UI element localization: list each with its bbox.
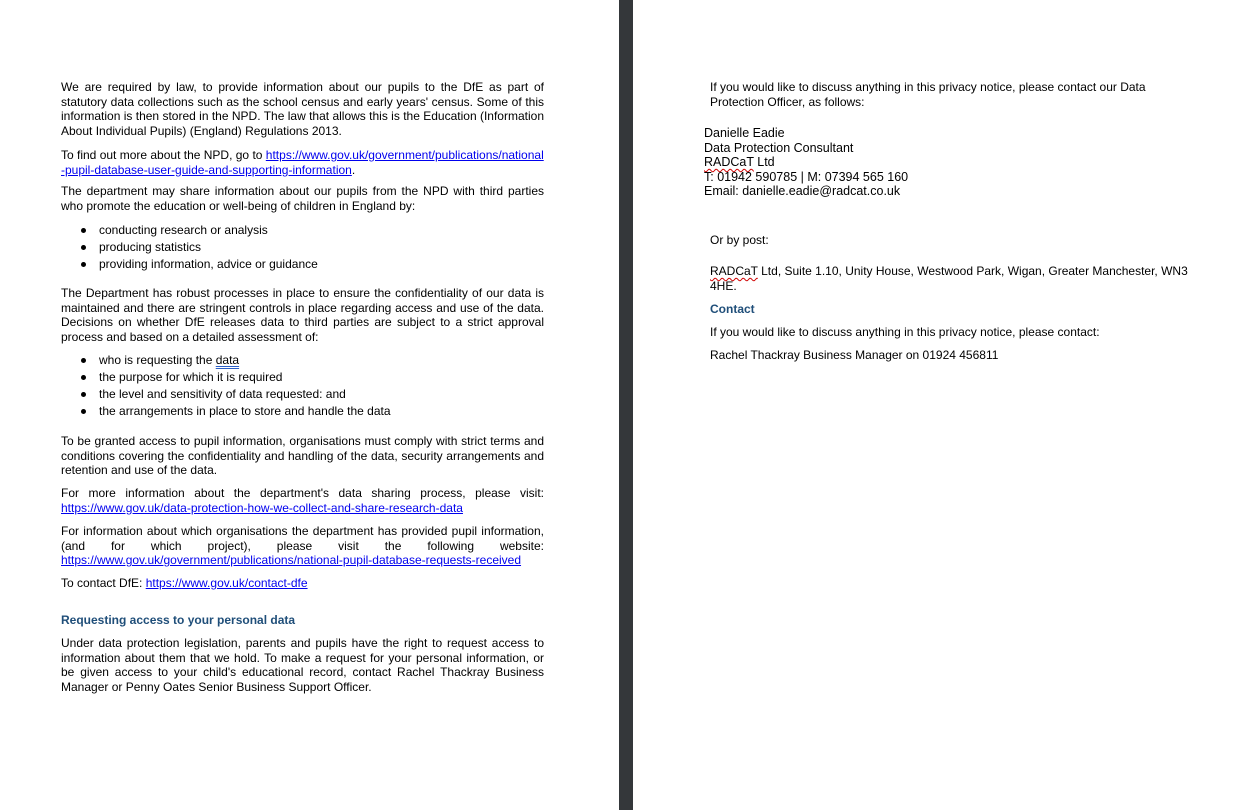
paragraph-contact-intro: If you would like to discuss anything in this privacy notice, please contact: [710,325,1100,339]
paragraph-robust-processes: The Department has robust processes in place to ensure the confidentiality of our data is maintained and there are stringent controls in place regarding access and use of the data. Decisions on whether DfE releases data to third parties are subject to a strict approval process and based on a detailed assessment of: [61,286,544,344]
heading-contact: Contact [710,302,755,316]
address-rest: Ltd, Suite 1.10, Unity House, Westwood Park, Wigan, Greater Manchester, WN3 4HE. [710,264,1188,293]
organisations-text: For information about which organisations the department has provided pupil information, (and for which project), please visit the following website: [61,524,544,553]
document-page-right [633,0,1256,810]
spellcheck-flagged-word[interactable]: RADCaT [704,155,754,170]
npd-guide-link[interactable]: https://www.gov.uk/government/publications/national-pupil-database-user-guide-and-supporting-information [61,148,544,177]
paragraph-share-third-parties: The department may share information about our pupils from the NPD with third parties who promote the education or well-being of children in England by: [61,184,544,213]
list-item: the purpose for which it is required [61,370,544,387]
document-page-left [0,0,619,810]
list-item: the level and sensitivity of data requested: and [61,387,544,404]
dpo-name: Danielle Eadie [704,126,785,140]
company-suffix: Ltd [753,155,775,170]
dpo-email: Email: danielle.eadie@radcat.co.uk [704,184,901,199]
dpo-title: Data Protection Consultant [704,140,854,155]
grammar-flagged-word[interactable]: data [215,353,240,367]
paragraph-granted-access: To be granted access to pupil information, organisations must comply with strict terms and conditions covering the confidentiality and handling of the data, security arrangements and retention and use of the data. [61,434,544,478]
list-item-text: who is requesting the [99,353,216,367]
dpo-contact-block [704,126,908,199]
list-item: providing information, advice or guidance [61,257,544,274]
paragraph-dpo-intro: If you would like to discuss anything in this privacy notice, please contact our Data Protection Officer, as follows: [710,80,1146,109]
list-item: conducting research or analysis [61,223,544,240]
heading-requesting-access: Requesting access to your personal data [61,613,296,627]
paragraph-access-request: Under data protection legislation, parents and pupils have the right to request access to information about them that we hold. To make a request for your personal information, or be given access to your child's educational record, contact Rachel Thackray Business Manager or Penny Oates Senior Business Support Officer. [61,636,544,694]
page-divider [619,0,633,810]
npd-info-suffix: . [351,162,356,177]
postal-address [710,264,1195,293]
npd-requests-link[interactable]: https://www.gov.uk/government/publications/national-pupil-database-requests-received [61,553,522,568]
paragraph-statutory-collections: We are required by law, to provide information about our pupils to the DfE as part of statutory data collections such as the school census and early years' census. Some of this information is then stored in the NPD. The law that allows this is the Education (Information About Individual Pupils) (England) Regulations 2013. [61,80,544,138]
by-post-label: Or by post: [710,233,769,247]
dpo-company [704,155,908,170]
list-item: the arrangements in place to store and handle the data [61,404,544,421]
paragraph-npd-info [61,148,544,177]
contact-dfe-link[interactable]: https://www.gov.uk/contact-dfe [145,576,308,590]
data-sharing-process-link[interactable]: https://www.gov.uk/data-protection-how-we-collect-and-share-research-data [61,500,463,515]
paragraph-organisations [61,524,544,568]
purpose-list [61,223,544,274]
contact-person: Rachel Thackray Business Manager on 01924 456811 [710,348,999,362]
paragraph-contact-dfe [61,576,544,591]
assessment-list [61,353,544,421]
spellcheck-flagged-word[interactable]: RADCaT [710,264,758,278]
npd-info-prefix: To find out more about the NPD, go to [61,148,266,162]
paragraph-more-information [61,486,544,515]
more-info-text: For more information about the department's data sharing process, please visit: [61,486,544,500]
list-item [61,353,544,370]
dpo-phone: T: 01942 590785 | M: 07394 565 160 [704,169,909,184]
list-item: producing statistics [61,240,544,257]
contact-dfe-text: To contact DfE: [61,576,146,590]
